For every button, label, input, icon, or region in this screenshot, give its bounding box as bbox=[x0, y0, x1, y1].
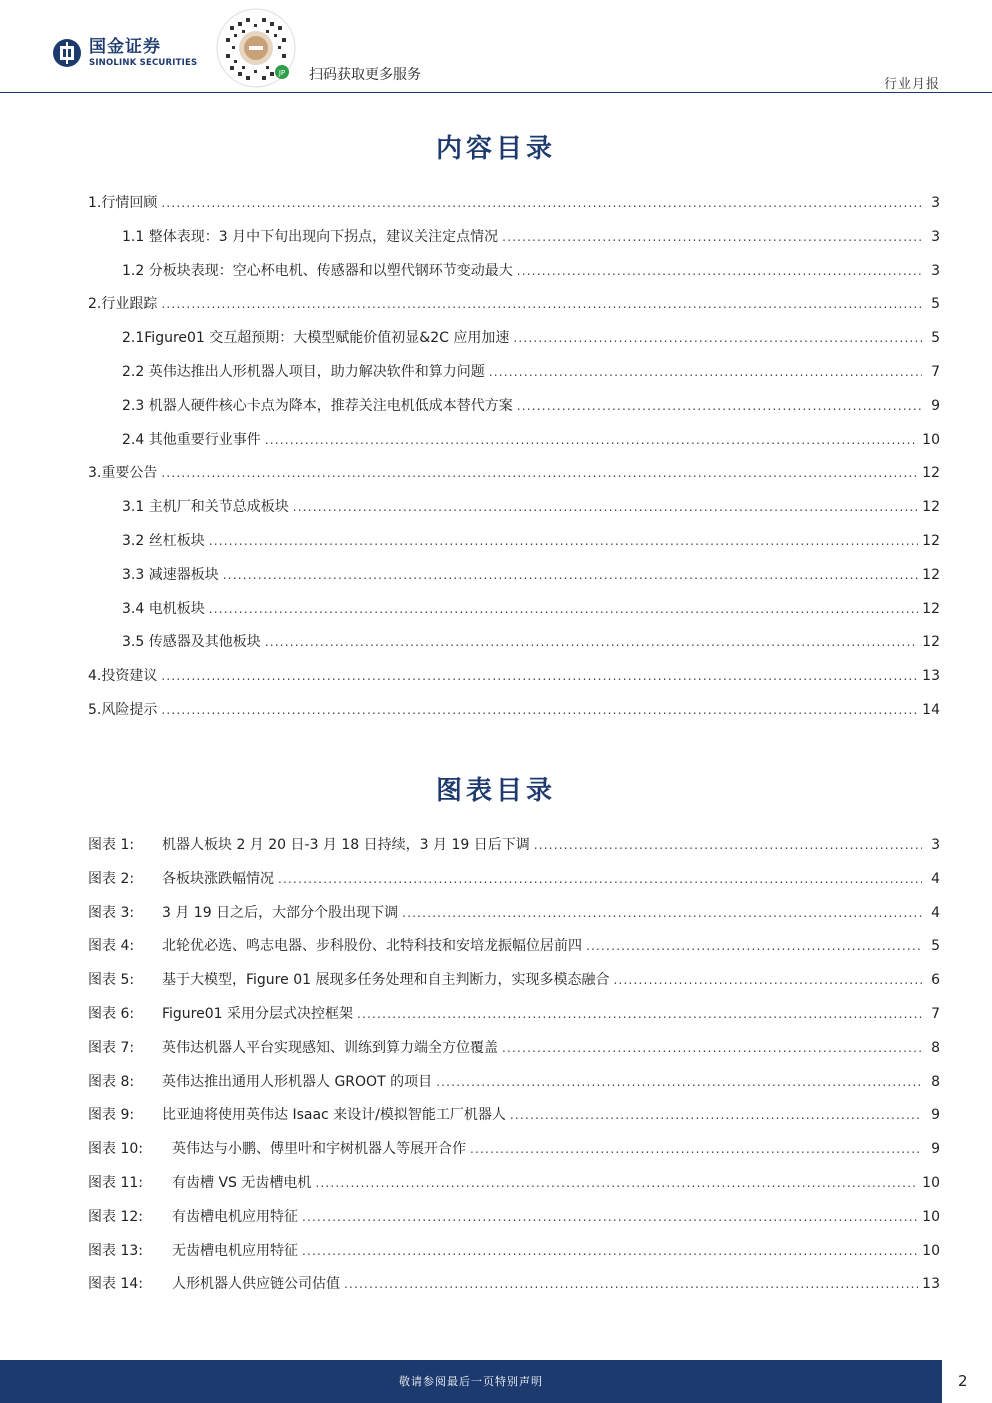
figure-item-text: 英伟达推出通用人形机器人 GROOT 的项目 bbox=[162, 1074, 433, 1090]
toc-item[interactable] bbox=[122, 396, 940, 416]
qr-code-icon[interactable] bbox=[216, 8, 296, 88]
figure-item[interactable] bbox=[88, 1072, 940, 1092]
toc-item[interactable] bbox=[122, 328, 940, 348]
toc-item-label: 1.2 分板块表现：空心杯电机、传感器和以塑代钢环节变动最大 bbox=[122, 263, 513, 279]
toc-item-page: 5 bbox=[931, 330, 940, 346]
dot-leader bbox=[302, 1241, 918, 1261]
dot-leader bbox=[265, 430, 918, 450]
dot-leader bbox=[470, 1139, 922, 1159]
dot-leader bbox=[402, 903, 922, 923]
svg-text:JP: JP bbox=[278, 69, 286, 77]
toc-item-page: 12 bbox=[922, 499, 940, 515]
page-number: 2 bbox=[958, 1372, 968, 1390]
logo-mark-icon bbox=[52, 38, 82, 68]
dot-leader bbox=[513, 328, 922, 348]
figure-item-page: 10 bbox=[922, 1209, 940, 1225]
report-type: 行业月报 bbox=[883, 77, 940, 92]
dot-leader bbox=[293, 497, 918, 517]
dot-leader bbox=[278, 869, 922, 889]
toc-item-page: 10 bbox=[922, 432, 940, 448]
dot-leader bbox=[344, 1274, 918, 1294]
dot-leader bbox=[517, 261, 922, 281]
footer-disclaimer: 敬请参阅最后一页特别声明 bbox=[399, 1375, 543, 1388]
toc-item-label: 1.1 整体表现：3 月中下旬出现向下拐点，建议关注定点情况 bbox=[122, 229, 499, 245]
toc-item-label: 3.2 丝杠板块 bbox=[122, 533, 205, 549]
toc-item-page: 5 bbox=[931, 296, 940, 312]
scan-prompt: 扫码获取更多服务 bbox=[309, 67, 421, 83]
toc-item-page: 12 bbox=[922, 533, 940, 549]
figure-item-label: 图表 10: bbox=[88, 1141, 143, 1157]
dot-leader bbox=[489, 362, 922, 382]
dot-leader bbox=[265, 632, 918, 652]
dot-leader bbox=[510, 1105, 922, 1125]
toc-item[interactable] bbox=[88, 700, 940, 720]
toc-item[interactable] bbox=[122, 565, 940, 585]
figure-item-text: 有齿槽 VS 无齿槽电机 bbox=[172, 1175, 312, 1191]
dot-leader bbox=[613, 970, 922, 990]
figure-item-text: 机器人板块 2 月 20 日-3 月 18 日持续，3 月 19 日后下调 bbox=[162, 837, 530, 853]
toc-item-page: 12 bbox=[922, 601, 940, 617]
toc-item[interactable] bbox=[122, 261, 940, 281]
page-footer bbox=[0, 1360, 992, 1403]
toc-item-label: 3.4 电机板块 bbox=[122, 601, 205, 617]
toc-item[interactable] bbox=[88, 666, 940, 686]
company-logo bbox=[52, 38, 197, 68]
dot-leader bbox=[161, 463, 918, 483]
toc-item-label: 2.1Figure01 交互超预期：大模型赋能价值初显&2C 应用加速 bbox=[122, 330, 510, 346]
figure-item[interactable] bbox=[88, 970, 940, 990]
toc-item-label: 2.2 英伟达推出人形机器人项目，助力解决软件和算力问题 bbox=[122, 364, 485, 380]
figure-item-page: 9 bbox=[931, 1141, 940, 1157]
figure-item-text: 基于大模型，Figure 01 展现多任务处理和自主判断力，实现多模态融合 bbox=[162, 972, 610, 988]
figure-item-label: 图表 8: bbox=[88, 1074, 135, 1090]
figure-item-page: 5 bbox=[931, 938, 940, 954]
figure-item-page: 3 bbox=[931, 837, 940, 853]
toc-item-page: 12 bbox=[922, 465, 940, 481]
page-header bbox=[0, 0, 992, 96]
toc-item-label: 5.风险提示 bbox=[88, 702, 158, 718]
figure-item-label: 图表 13: bbox=[88, 1243, 143, 1259]
figure-item-page: 10 bbox=[922, 1175, 940, 1191]
toc-item[interactable] bbox=[122, 632, 940, 652]
figure-item-text: 各板块涨跌幅情况 bbox=[162, 871, 274, 887]
header-divider bbox=[0, 92, 992, 93]
figure-item-text: 比亚迪将使用英伟达 Isaac 来设计/模拟智能工厂机器人 bbox=[162, 1107, 506, 1123]
figure-item[interactable] bbox=[88, 1173, 940, 1193]
toc-item-page: 3 bbox=[931, 229, 940, 245]
figure-item-text: 人形机器人供应链公司估值 bbox=[172, 1276, 340, 1292]
figure-item-text: 北轮优必选、鸣志电器、步科股份、北特科技和安培龙振幅位居前四 bbox=[162, 938, 582, 954]
figure-item[interactable] bbox=[88, 1038, 940, 1058]
figure-item-text: Figure01 采用分层式决控框架 bbox=[162, 1006, 354, 1022]
dot-leader bbox=[534, 835, 922, 855]
figure-item[interactable] bbox=[88, 869, 940, 889]
dot-leader bbox=[357, 1004, 922, 1024]
toc-item-label: 3.重要公告 bbox=[88, 465, 158, 481]
figure-item[interactable] bbox=[88, 1274, 940, 1294]
toc-item[interactable] bbox=[88, 294, 940, 314]
figure-item-label: 图表 6: bbox=[88, 1006, 135, 1022]
toc-item-label: 1.行情回顾 bbox=[88, 195, 158, 211]
figure-item-label: 图表 1: bbox=[88, 837, 135, 853]
figure-item-label: 图表 14: bbox=[88, 1276, 143, 1292]
figure-item-page: 7 bbox=[931, 1006, 940, 1022]
toc-item-label: 2.4 其他重要行业事件 bbox=[122, 432, 261, 448]
dot-leader bbox=[209, 599, 918, 619]
dot-leader bbox=[209, 531, 918, 551]
dot-leader bbox=[436, 1072, 922, 1092]
toc-item[interactable] bbox=[122, 497, 940, 517]
toc-item[interactable] bbox=[88, 463, 940, 483]
figure-item[interactable] bbox=[88, 1004, 940, 1024]
toc-item-page: 3 bbox=[931, 263, 940, 279]
figure-item-label: 图表 9: bbox=[88, 1107, 135, 1123]
dot-leader bbox=[517, 396, 922, 416]
figure-item-text: 有齿槽电机应用特征 bbox=[172, 1209, 298, 1225]
dot-leader bbox=[161, 666, 918, 686]
dot-leader bbox=[502, 227, 922, 247]
toc-item-label: 4.投资建议 bbox=[88, 668, 158, 684]
dot-leader bbox=[161, 700, 918, 720]
figure-item-label: 图表 5: bbox=[88, 972, 135, 988]
figure-item[interactable] bbox=[88, 936, 940, 956]
toc-item-page: 12 bbox=[922, 634, 940, 650]
dot-leader bbox=[161, 193, 922, 213]
figure-item-text: 无齿槽电机应用特征 bbox=[172, 1243, 298, 1259]
figure-item[interactable] bbox=[88, 835, 940, 855]
figure-item-label: 图表 7: bbox=[88, 1040, 135, 1056]
figure-item-page: 10 bbox=[922, 1243, 940, 1259]
toc-title: 内容目录 bbox=[435, 134, 556, 164]
dot-leader bbox=[502, 1038, 922, 1058]
dot-leader bbox=[161, 294, 922, 314]
figure-item[interactable] bbox=[88, 903, 940, 923]
dot-leader bbox=[302, 1207, 918, 1227]
figure-item-page: 4 bbox=[931, 871, 940, 887]
figure-item-label: 图表 2: bbox=[88, 871, 135, 887]
toc-item-page: 12 bbox=[922, 567, 940, 583]
figures-title: 图表目录 bbox=[435, 776, 556, 806]
toc-item-page: 3 bbox=[931, 195, 940, 211]
figure-item-text: 3 月 19 日之后，大部分个股出现下调 bbox=[162, 905, 399, 921]
figure-item-page: 8 bbox=[931, 1040, 940, 1056]
toc-item-page: 7 bbox=[931, 364, 940, 380]
figure-item[interactable] bbox=[88, 1139, 940, 1159]
figure-item-text: 英伟达机器人平台实现感知、训练到算力端全方位覆盖 bbox=[162, 1040, 498, 1056]
figure-item[interactable] bbox=[88, 1207, 940, 1227]
toc-item-label: 2.3 机器人硬件核心卡点为降本，推荐关注电机低成本替代方案 bbox=[122, 398, 513, 414]
figure-item-page: 8 bbox=[931, 1074, 940, 1090]
figure-item-label: 图表 3: bbox=[88, 905, 135, 921]
toc-item[interactable] bbox=[122, 599, 940, 619]
figure-item-label: 图表 11: bbox=[88, 1175, 143, 1191]
toc-item-label: 2.行业跟踪 bbox=[88, 296, 158, 312]
toc-item[interactable] bbox=[88, 193, 940, 213]
figure-item-page: 9 bbox=[931, 1107, 940, 1123]
toc-item[interactable] bbox=[122, 362, 940, 382]
dot-leader bbox=[223, 565, 918, 585]
figure-item[interactable] bbox=[88, 1105, 940, 1125]
dot-leader bbox=[315, 1173, 918, 1193]
toc-item-label: 3.1 主机厂和关节总成板块 bbox=[122, 499, 289, 515]
dot-leader bbox=[586, 936, 922, 956]
figure-item-page: 4 bbox=[931, 905, 940, 921]
toc-item-label: 3.5 传感器及其他板块 bbox=[122, 634, 261, 650]
logo-cn: 国金证券 bbox=[89, 36, 161, 57]
toc-item-label: 3.3 减速器板块 bbox=[122, 567, 219, 583]
logo-en: SINOLINK SECURITIES bbox=[89, 57, 198, 68]
toc-item[interactable] bbox=[122, 430, 940, 450]
figure-item[interactable] bbox=[88, 1241, 940, 1261]
toc-item-page: 14 bbox=[922, 702, 940, 718]
toc-item[interactable] bbox=[122, 227, 940, 247]
figure-item-label: 图表 4: bbox=[88, 938, 135, 954]
figure-item-page: 13 bbox=[922, 1276, 940, 1292]
figure-item-page: 6 bbox=[931, 972, 940, 988]
toc-item[interactable] bbox=[122, 531, 940, 551]
figure-item-text: 英伟达与小鹏、傅里叶和宇树机器人等展开合作 bbox=[172, 1141, 466, 1157]
toc-item-page: 13 bbox=[922, 668, 940, 684]
toc-item-page: 9 bbox=[931, 398, 940, 414]
figure-item-label: 图表 12: bbox=[88, 1209, 143, 1225]
footer-bar bbox=[0, 1360, 942, 1403]
